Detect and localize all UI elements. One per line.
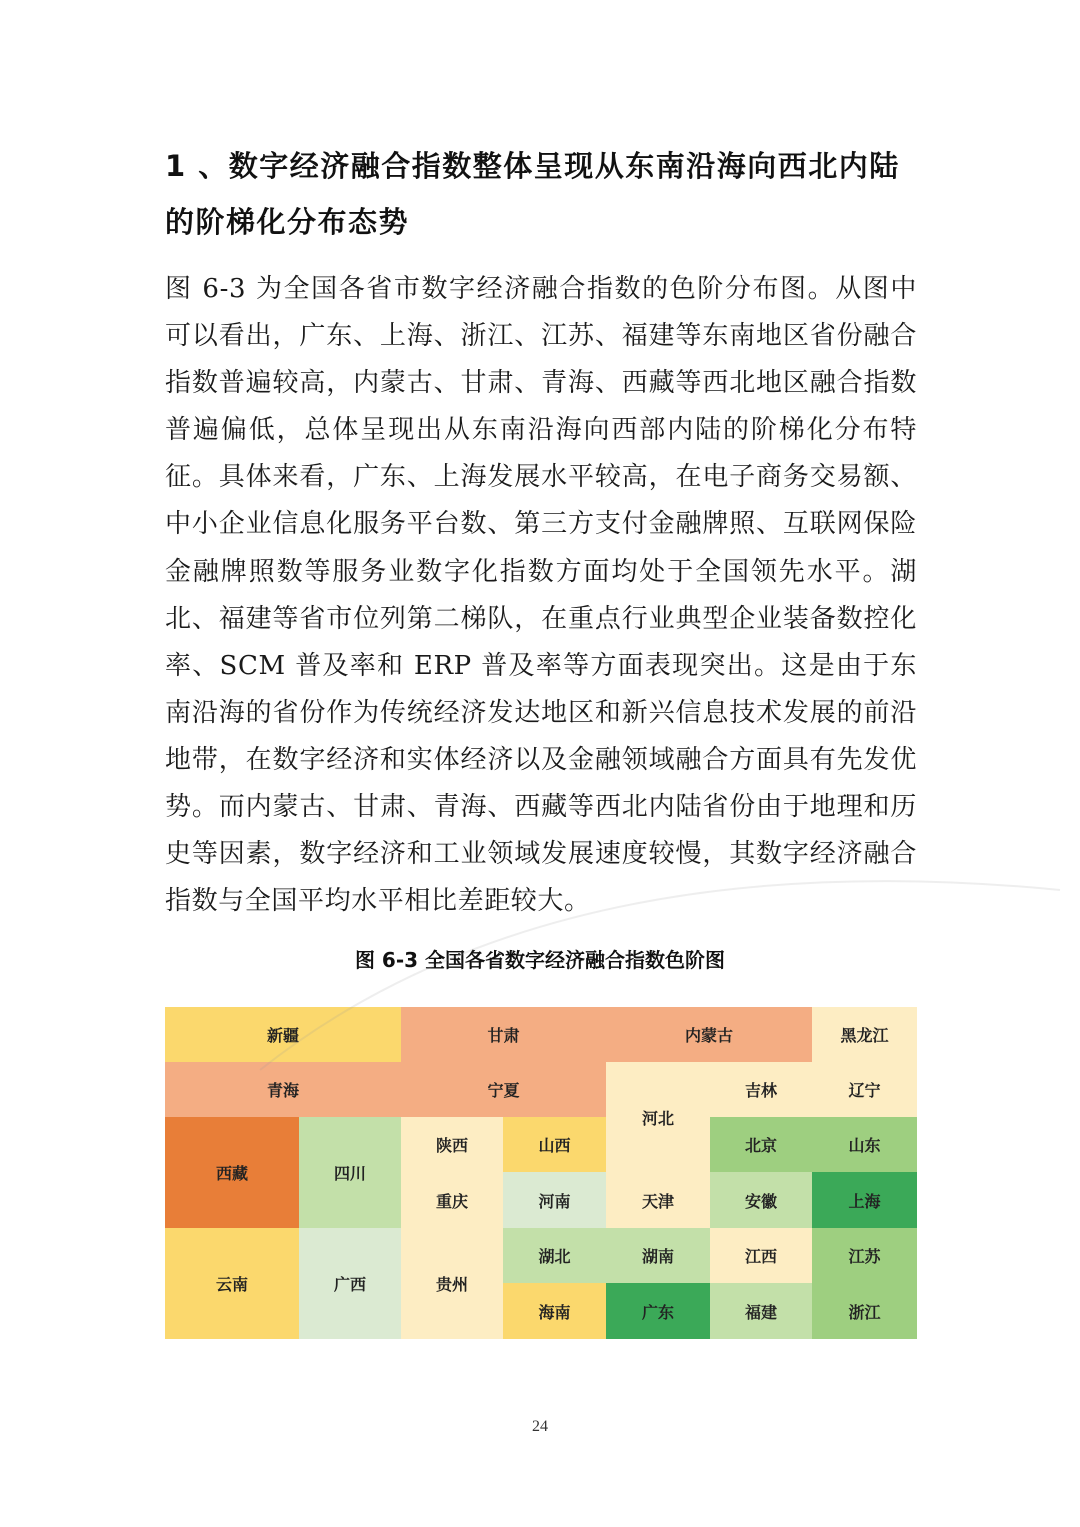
heatmap-cell-label: 吉林 [744,1081,777,1100]
heatmap-cell-label: 四川 [333,1164,366,1183]
heatmap-cell [606,1228,710,1283]
heatmap-cell-label: 海南 [538,1302,571,1322]
heatmap-cell [606,1007,812,1062]
heatmap-cell [503,1117,606,1172]
heatmap-cell-label: 湖北 [538,1247,571,1266]
heatmap-cell-label: 广西 [333,1275,366,1294]
heatmap-cell-label: 贵州 [435,1275,468,1294]
heatmap-cell-label: 安徽 [744,1191,777,1211]
heading-line-2: 的阶梯化分布态势 [165,205,410,239]
heatmap-cell [299,1228,401,1339]
heatmap-cell-label: 甘肃 [487,1026,520,1045]
heatmap-cell [165,1007,401,1062]
heatmap-cell [812,1007,917,1062]
heatmap-cell [710,1283,812,1339]
heatmap-cell-label: 新疆 [266,1026,299,1045]
heatmap-cell [812,1062,917,1117]
figure-caption: 图 6-3 全国各省数字经济融合指数色阶图 [354,948,726,972]
heatmap-cell [606,1172,710,1228]
heatmap-cell [606,1062,710,1172]
heatmap-cell-label: 云南 [215,1275,248,1294]
heatmap-cell [503,1228,606,1283]
heatmap-cell [299,1117,401,1228]
heatmap-cell-label: 河南 [538,1191,571,1211]
heatmap-cell [812,1283,917,1339]
page-number: 24 [532,1418,548,1435]
heatmap-cell [165,1062,401,1117]
heatmap-cell-label: 山西 [538,1136,571,1155]
heatmap-cell-label: 北京 [744,1136,777,1155]
heatmap-cell [812,1172,917,1228]
heatmap-cell-label: 黑龙江 [840,1026,889,1045]
heatmap-cell [812,1228,917,1283]
heatmap-cell [165,1117,299,1228]
heatmap-cell-label: 湖南 [641,1247,674,1266]
heatmap-cell [710,1062,812,1117]
heatmap-cell [503,1172,606,1228]
heatmap-cell-label: 重庆 [435,1191,468,1211]
heatmap-cell [401,1007,606,1062]
heatmap-cell [606,1283,710,1339]
heatmap-cell [401,1228,503,1339]
heatmap-cell [710,1117,812,1172]
heatmap-cell-label: 广东 [641,1302,674,1322]
heatmap-cell-label: 陕西 [435,1136,468,1155]
heatmap-cell-label: 宁夏 [487,1081,520,1100]
heatmap-cell [812,1117,917,1172]
heatmap-cell [710,1172,812,1228]
heatmap-cell [401,1117,503,1172]
heatmap-cell-label: 福建 [744,1302,777,1322]
heatmap-cell-label: 西藏 [215,1164,248,1183]
heatmap-cell [503,1283,606,1339]
heatmap-cell-label: 江西 [744,1247,777,1266]
heatmap-cell-label: 内蒙古 [684,1026,733,1045]
heatmap-cell-label: 浙江 [848,1302,881,1322]
heatmap-cell [401,1062,606,1117]
heatmap-cell [401,1172,503,1228]
heatmap-cell [165,1228,299,1339]
heatmap-cell [710,1228,812,1283]
section-heading [165,138,920,250]
heatmap-cell-label: 山东 [848,1136,881,1155]
heading-line-1: 1 、数字经济融合指数整体呈现从东南沿海向西北内陆 [165,149,900,183]
heatmap-cell-label: 河北 [641,1108,674,1128]
heatmap-cell-label: 青海 [266,1081,299,1100]
heatmap-cell-label: 上海 [848,1191,881,1211]
province-heatmap [165,1007,917,1339]
heatmap-cell-label: 江苏 [848,1247,881,1266]
heatmap-cell-label: 天津 [641,1191,674,1211]
heatmap-cell-label: 辽宁 [848,1081,881,1100]
body-paragraph: 图 6-3 为全国各省市数字经济融合指数的色阶分布图。从图中可以看出，广东、上海、浙江、江苏、福建等东南地区省份融合指数普遍较高，内蒙古、甘肃、青海、西藏等西北地区融合指数普遍偏低，总体呈现出从东南沿海向西部内陆的阶梯化分布特征。具体来看，广东、上海发展水平较高，在电子商务交易额、中小企业信息化服务平台数、第三方支付金融牌照、互联网保险金融牌照数等服务业数字化指数方面均处于全国领先水平。湖北、福建等省市位列第二梯队，在重点行业典型企业装备数控化率、SCM 普及率和 ERP 普及率等方面表现突出。这是由于东南沿海的省份作为传统经济发达地区和新兴信息技术发展的前沿地带，在数字经济和实体经济以及金融领域融合方面具有先发优势。而内蒙古、甘肃、青海、西藏等西北内陆省份由于地理和历史等因素，数字经济和工业领域发展速度较慢，其数字经济融合指数与全国平均水平相比差距较大。 [165,274,917,917]
